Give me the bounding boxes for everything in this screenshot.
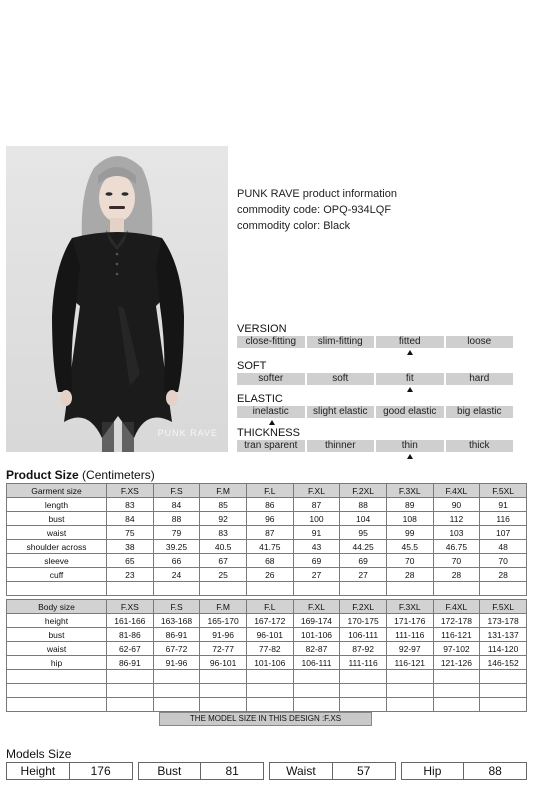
table-cell: 84: [107, 512, 154, 526]
table-cell: [7, 582, 107, 596]
table-cell: 83: [107, 498, 154, 512]
table-cell: 82-87: [293, 642, 340, 656]
attribute-options: [237, 440, 513, 452]
table-cell: 170-175: [340, 614, 387, 628]
table-cell: height: [7, 614, 107, 628]
table-cell: 88: [340, 498, 387, 512]
table-cell: 40.5: [200, 540, 247, 554]
table-row: [7, 498, 527, 512]
table-cell: 44.25: [340, 540, 387, 554]
measure-value: 88: [463, 763, 526, 779]
table-cell: 97-102: [433, 642, 480, 656]
table-cell: 72-77: [200, 642, 247, 656]
table-row: [7, 582, 527, 596]
model-measure-height: [6, 762, 133, 780]
table-cell: [340, 582, 387, 596]
table-cell: 121-126: [433, 656, 480, 670]
table-cell: [293, 582, 340, 596]
selection-marker-row: [237, 348, 513, 357]
models-size-title: Models Size: [6, 747, 72, 761]
table-header-cell: F.4XL: [433, 600, 480, 614]
table-row: [7, 698, 527, 712]
measure-label: Height: [20, 764, 56, 778]
table-cell: 89: [386, 498, 433, 512]
table-header-cell: Garment size: [7, 484, 107, 498]
measure-value: 81: [200, 763, 263, 779]
table-header-cell: F.4XL: [433, 484, 480, 498]
table-cell: 43: [293, 540, 340, 554]
product-size-title: Product Size: [6, 468, 79, 482]
table-cell: [433, 670, 480, 684]
table-cell: 69: [340, 554, 387, 568]
attribute-option: inelastic: [237, 406, 305, 418]
attribute-option: tran sparent: [237, 440, 305, 452]
table-cell: [340, 670, 387, 684]
table-cell: 83: [200, 526, 247, 540]
table-cell: [480, 698, 527, 712]
table-cell: 114-120: [480, 642, 527, 656]
table-cell: 86-91: [153, 628, 200, 642]
table-row: [7, 568, 527, 582]
table-cell: [340, 698, 387, 712]
model-measure-bust: [138, 762, 265, 780]
table-cell: 69: [293, 554, 340, 568]
table-row: [7, 656, 527, 670]
table-row: [7, 628, 527, 642]
table-header-cell: F.5XL: [480, 484, 527, 498]
table-cell: 90: [433, 498, 480, 512]
table-row: [7, 540, 527, 554]
table-cell: [386, 582, 433, 596]
table-cell: [200, 698, 247, 712]
table-cell: 163-168: [153, 614, 200, 628]
body-size-table: [6, 599, 527, 712]
table-row: [7, 670, 527, 684]
table-cell: 68: [246, 554, 293, 568]
table-cell: 24: [153, 568, 200, 582]
table-cell: [200, 582, 247, 596]
attribute-version: [237, 323, 513, 357]
measure-value: 176: [69, 763, 132, 779]
table-cell: 81-86: [107, 628, 154, 642]
table-cell: 62-67: [107, 642, 154, 656]
table-cell: 99: [386, 526, 433, 540]
models-size-row: [6, 762, 527, 780]
table-cell: 48: [480, 540, 527, 554]
attribute-option: hard: [446, 373, 514, 385]
table-cell: [107, 670, 154, 684]
table-cell: 172-178: [433, 614, 480, 628]
table-cell: [153, 582, 200, 596]
attribute-option: thick: [446, 440, 514, 452]
attribute-option: softer: [237, 373, 305, 385]
model-size-note: THE MODEL SIZE IN THIS DESIGN :F.XS: [159, 712, 372, 726]
product-photo: [6, 146, 228, 452]
table-cell: 70: [480, 554, 527, 568]
table-header-cell: F.M: [200, 600, 247, 614]
table-cell: 131-137: [480, 628, 527, 642]
table-cell: 111-116: [386, 628, 433, 642]
attribute-option: good elastic: [376, 406, 444, 418]
table-cell: 70: [386, 554, 433, 568]
commodity-color: commodity color: Black: [237, 220, 351, 232]
table-row: [7, 512, 527, 526]
table-cell: [433, 698, 480, 712]
table-cell: sleeve: [7, 554, 107, 568]
table-row: [7, 642, 527, 656]
table-cell: 86-91: [107, 656, 154, 670]
table-cell: [386, 670, 433, 684]
table-cell: waist: [7, 642, 107, 656]
measure-label: Waist: [286, 764, 316, 778]
table-cell: 75: [107, 526, 154, 540]
table-cell: [200, 684, 247, 698]
attribute-thickness: [237, 427, 513, 461]
table-cell: [246, 582, 293, 596]
selected-marker-icon: [269, 420, 275, 425]
table-cell: 167-172: [246, 614, 293, 628]
attribute-option: thin: [376, 440, 444, 452]
attribute-options: [237, 406, 513, 418]
table-cell: 107: [480, 526, 527, 540]
table-cell: 103: [433, 526, 480, 540]
table-cell: 106-111: [340, 628, 387, 642]
measure-label: Bust: [157, 764, 182, 778]
table-row: [7, 684, 527, 698]
table-cell: [107, 684, 154, 698]
attribute-option: slim-fitting: [307, 336, 375, 348]
table-cell: 116: [480, 512, 527, 526]
table-cell: 161-166: [107, 614, 154, 628]
attribute-option: thinner: [307, 440, 375, 452]
table-cell: 28: [433, 568, 480, 582]
table-cell: [433, 684, 480, 698]
attribute-option: big elastic: [446, 406, 514, 418]
table-cell: 91: [293, 526, 340, 540]
table-cell: 85: [200, 498, 247, 512]
table-cell: [107, 582, 154, 596]
table-header-cell: F.S: [153, 484, 200, 498]
table-cell: [246, 698, 293, 712]
table-cell: [7, 670, 107, 684]
selected-marker-icon: [407, 350, 413, 355]
table-cell: 104: [340, 512, 387, 526]
table-cell: 26: [246, 568, 293, 582]
table-cell: 101-106: [246, 656, 293, 670]
table-cell: 108: [386, 512, 433, 526]
table-cell: 79: [153, 526, 200, 540]
table-cell: 100: [293, 512, 340, 526]
table-cell: 39.25: [153, 540, 200, 554]
table-header-cell: F.2XL: [340, 600, 387, 614]
table-cell: 45.5: [386, 540, 433, 554]
table-header-cell: F.XS: [107, 484, 154, 498]
table-cell: 96-101: [246, 628, 293, 642]
attribute-option: close-fitting: [237, 336, 305, 348]
table-cell: 111-116: [340, 656, 387, 670]
table-cell: 38: [107, 540, 154, 554]
table-cell: 28: [386, 568, 433, 582]
table-cell: [153, 684, 200, 698]
table-cell: [433, 582, 480, 596]
table-cell: [200, 670, 247, 684]
selection-marker-row: [237, 452, 513, 461]
table-cell: 171-176: [386, 614, 433, 628]
table-cell: 116-121: [433, 628, 480, 642]
table-cell: 95: [340, 526, 387, 540]
table-cell: 91: [480, 498, 527, 512]
attribute-option: soft: [307, 373, 375, 385]
table-cell: [386, 684, 433, 698]
table-cell: [153, 698, 200, 712]
model-illustration: [6, 146, 228, 452]
table-header-cell: F.5XL: [480, 600, 527, 614]
table-cell: [246, 670, 293, 684]
table-cell: 67-72: [153, 642, 200, 656]
attribute-option: loose: [446, 336, 514, 348]
selection-marker-row: [237, 418, 513, 427]
table-cell: 67: [200, 554, 247, 568]
table-cell: 91-96: [200, 628, 247, 642]
table-cell: [293, 670, 340, 684]
measure-label: Hip: [423, 764, 442, 778]
table-cell: bust: [7, 628, 107, 642]
table-cell: 116-121: [386, 656, 433, 670]
table-cell: cuff: [7, 568, 107, 582]
table-cell: [340, 684, 387, 698]
table-cell: 84: [153, 498, 200, 512]
garment-size-table: [6, 483, 527, 596]
attribute-option: fitted: [376, 336, 444, 348]
table-cell: 28: [480, 568, 527, 582]
table-header-cell: F.3XL: [386, 484, 433, 498]
table-row: [7, 554, 527, 568]
table-header-row: [7, 600, 527, 614]
selected-marker-icon: [407, 387, 413, 392]
attribute-title: THICKNESS: [237, 427, 300, 439]
table-cell: 92-97: [386, 642, 433, 656]
table-cell: 87-92: [340, 642, 387, 656]
table-header-cell: F.3XL: [386, 600, 433, 614]
table-cell: 70: [433, 554, 480, 568]
table-cell: [293, 698, 340, 712]
table-cell: 27: [293, 568, 340, 582]
table-cell: bust: [7, 512, 107, 526]
model-measure-hip: [401, 762, 528, 780]
table-cell: [7, 684, 107, 698]
product-size-heading: [6, 468, 155, 482]
table-cell: 87: [293, 498, 340, 512]
table-header-row: [7, 484, 527, 498]
table-header-cell: F.XS: [107, 600, 154, 614]
attribute-options: [237, 373, 513, 385]
table-cell: 25: [200, 568, 247, 582]
product-size-unit: (Centimeters): [82, 468, 155, 482]
product-info: [237, 186, 397, 234]
table-row: [7, 526, 527, 540]
table-cell: 46.75: [433, 540, 480, 554]
table-cell: 146-152: [480, 656, 527, 670]
model-measure-waist: [269, 762, 396, 780]
table-cell: 173-178: [480, 614, 527, 628]
table-row: [7, 614, 527, 628]
attribute-soft: [237, 360, 513, 394]
table-header-cell: F.2XL: [340, 484, 387, 498]
table-cell: [480, 582, 527, 596]
table-cell: 41.75: [246, 540, 293, 554]
table-cell: 101-106: [293, 628, 340, 642]
attribute-title: VERSION: [237, 323, 287, 335]
table-cell: [386, 698, 433, 712]
table-cell: 86: [246, 498, 293, 512]
table-cell: 91-96: [153, 656, 200, 670]
table-cell: waist: [7, 526, 107, 540]
attribute-title: ELASTIC: [237, 393, 283, 405]
table-cell: [480, 670, 527, 684]
table-header-cell: F.L: [246, 484, 293, 498]
attribute-elastic: [237, 393, 513, 427]
table-cell: 165-170: [200, 614, 247, 628]
table-cell: 112: [433, 512, 480, 526]
brand-watermark: PUNK RAVE: [157, 428, 218, 438]
table-cell: [7, 698, 107, 712]
table-cell: 96-101: [200, 656, 247, 670]
attribute-title: SOFT: [237, 360, 267, 372]
product-info-title: PUNK RAVE product information: [237, 188, 397, 200]
table-cell: [107, 698, 154, 712]
table-cell: 92: [200, 512, 247, 526]
attribute-options: [237, 336, 513, 348]
table-cell: 65: [107, 554, 154, 568]
table-cell: 169-174: [293, 614, 340, 628]
selected-marker-icon: [407, 454, 413, 459]
table-cell: 87: [246, 526, 293, 540]
table-header-cell: F.S: [153, 600, 200, 614]
table-cell: [480, 684, 527, 698]
table-cell: 77-82: [246, 642, 293, 656]
table-cell: 23: [107, 568, 154, 582]
table-cell: [293, 684, 340, 698]
table-cell: 88: [153, 512, 200, 526]
table-header-cell: F.XL: [293, 600, 340, 614]
table-cell: 106-111: [293, 656, 340, 670]
table-header-cell: F.L: [246, 600, 293, 614]
table-header-cell: F.XL: [293, 484, 340, 498]
table-header-cell: Body size: [7, 600, 107, 614]
table-cell: 96: [246, 512, 293, 526]
attribute-option: fit: [376, 373, 444, 385]
table-header-cell: F.M: [200, 484, 247, 498]
table-cell: length: [7, 498, 107, 512]
table-cell: 66: [153, 554, 200, 568]
table-cell: shoulder across: [7, 540, 107, 554]
attribute-option: slight elastic: [307, 406, 375, 418]
commodity-code: commodity code: OPQ-934LQF: [237, 204, 392, 216]
table-cell: [153, 670, 200, 684]
table-cell: hip: [7, 656, 107, 670]
table-cell: 27: [340, 568, 387, 582]
measure-value: 57: [332, 763, 395, 779]
table-cell: [246, 684, 293, 698]
